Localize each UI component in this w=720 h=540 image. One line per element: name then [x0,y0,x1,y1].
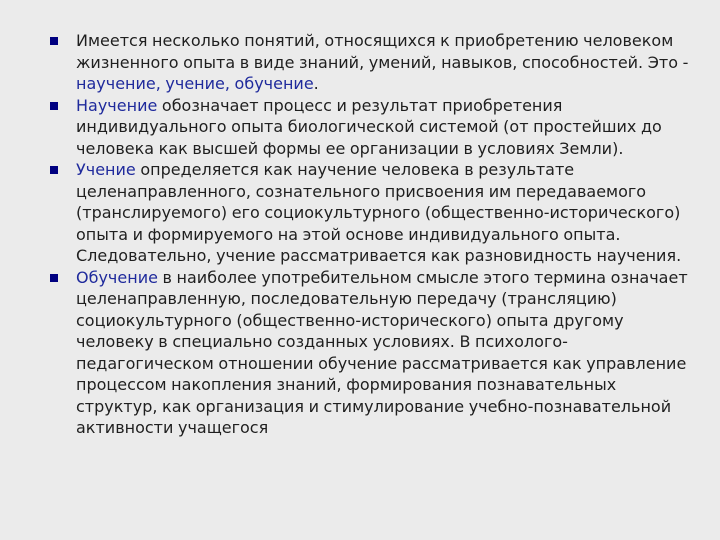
bullet-text [76,30,690,95]
text-after: определяется как научение человека в результате целенаправленного, сознательного присвоения им передаваемого (транслируемого) его социокультурного (общественно-исторического) опыта и формируемого на этой основе индивидуального опыта. Следовательно, учение рассматривается как разновидность научения. [76,160,682,265]
list-item [50,95,690,160]
square-bullet-icon [50,166,58,174]
term: Обучение [76,267,158,287]
term: Научение [76,95,158,115]
list-item [50,159,690,267]
bullet-list [50,30,690,439]
term: Учение [76,160,136,179]
square-bullet-icon [50,102,58,110]
term: научение, учение, обучение [76,74,314,93]
text-before: Имеется несколько понятий, относящихся к приобретению человеком жизненного опыта в виде знаний, умений, навыков, способностей. Это - [76,31,689,72]
square-bullet-icon [50,37,58,45]
bullet-text [76,159,690,267]
text-after: . [313,74,319,93]
list-item [50,30,690,95]
square-bullet-icon [50,274,58,282]
list-item [50,267,690,439]
text-after: обозначает процесс и результат приобретения индивидуального опыта биологической системой (от простейших до человека как высшей формы ее организации в условиях Земли). [76,95,662,158]
bullet-text [76,267,690,439]
bullet-text [76,95,690,160]
text-after: в наиболее употребительном смысле этого термина означает целенаправленную, последовательную передачу (трансляцию) социокультурного (общественно-исторического) опыта другому человеку в специально созданных условиях. В психолого-педагогическом отношении обучение рассматривается как управление процессом накопления знаний, формирования познавательных структур, как организация и стимулирование учебно-познавательной активности учащегося [76,267,688,437]
